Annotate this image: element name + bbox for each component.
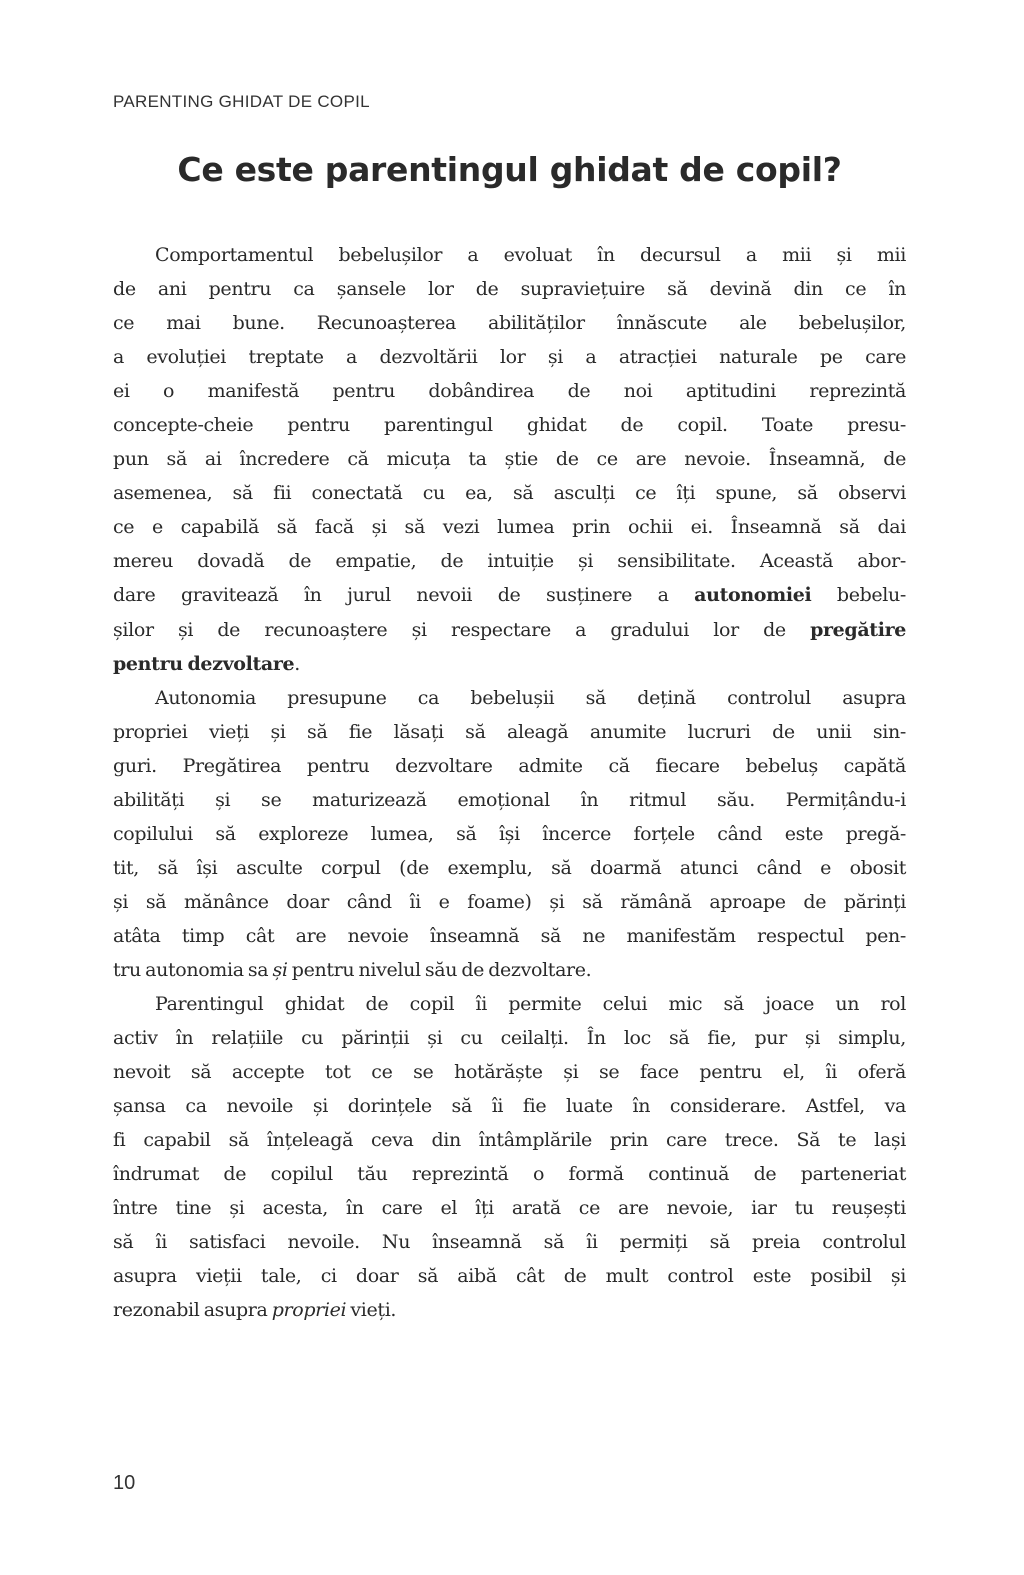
text-line [113,783,906,817]
text-line [113,306,906,340]
page-number: 10 [113,1472,136,1494]
text-line [113,1259,906,1293]
text-segment: activ în relațiile cu părinții și cu ceilalți. În loc să fie, pur și simplu, [113,1027,906,1050]
text-segment: și să mănânce doar când îi e foame) și să rămână aproape de părinți [113,890,906,913]
text-segment: Parentingul ghidat de copil îi permite celui mic să joace un rol [155,993,906,1016]
body-text [113,238,906,1328]
text-segment: rezonabil asupra [113,1299,272,1322]
page-title: Ce este parentingul ghidat de copil? [177,150,842,189]
text-line [113,510,906,544]
text-line [113,340,906,374]
text-segment: Autonomia presupune ca bebelușii să dețină controlul asupra [155,686,906,709]
text-line [113,715,906,749]
bold-text: autonomiei [694,584,812,607]
text-segment: a evoluției treptate a dezvoltării lor și a atracției naturale pe care [113,346,906,369]
text-segment: propriei vieți și să fie lăsați să aleagă anumite lucruri de unii sin- [113,720,906,743]
text-line [113,1191,906,1225]
text-segment: șansa ca nevoile și dorințele să îi fie luate în considerare. Astfel, va [113,1095,906,1118]
text-line [113,272,906,306]
text-segment: copilului să exploreze lumea, să își încerce forțele când este pregă- [113,822,906,845]
text-segment: abilități și se maturizează emoțional în ritmul său. Permițându-i [113,788,906,811]
text-segment: concepte-cheie pentru parentingul ghidat de copil. Toate presu- [113,414,906,437]
text-segment: îndrumat de copilul tău reprezintă o formă continuă de parteneriat [113,1163,906,1186]
text-segment: tru autonomia sa [113,958,273,981]
text-segment: asupra vieții tale, ci doar să aibă cât de mult control este posibil și [113,1265,906,1288]
text-line [113,817,906,851]
text-line [113,953,906,987]
text-line [113,1089,906,1123]
text-line [113,681,906,715]
text-segment: guri. Pregătirea pentru dezvoltare admite că fiecare bebeluș capătă [113,754,906,777]
text-segment: asemenea, să fii conectată cu ea, să asculți ce îți spune, să observi [113,482,906,505]
text-segment: nevoit să accepte tot ce se hotărăște și se face pentru el, îi oferă [113,1061,906,1084]
paragraph [113,238,906,681]
text-line [113,1225,906,1259]
text-line [113,408,906,442]
running-head: PARENTING GHIDAT DE COPIL [113,92,370,111]
bold-text: pentru dezvoltare [113,652,295,675]
text-segment: ce e capabilă să facă și să vezi lumea prin ochii ei. Înseamnă să dai [113,516,906,539]
text-line [113,1293,906,1327]
text-line [113,919,906,953]
text-line [113,851,906,885]
text-segment: Comportamentul bebelușilor a evoluat în decursul a mii și mii [155,244,906,266]
text-line [113,578,906,612]
text-line [113,885,906,919]
paragraph [113,681,906,987]
text-line [113,749,906,783]
text-segment: mereu dovadă de empatie, de intuiție și sensibilitate. Această abor- [113,550,906,573]
text-segment: fi capabil să înțeleagă ceva din întâmplările prin care trece. Să te lași [113,1129,906,1152]
text-segment: bebelu- [811,584,906,607]
text-line [113,1157,906,1191]
text-segment: ce mai bune. Recunoașterea abilităților înnăscute ale bebelușilor, [113,312,906,335]
text-segment: dare gravitează în jurul nevoii de susținere a [113,584,695,607]
text-line [113,442,906,476]
italic-text: propriei [271,1299,347,1322]
text-line [113,476,906,510]
text-line [113,1123,906,1157]
text-line [113,1021,906,1055]
text-line [113,374,906,408]
text-segment: . [294,652,300,675]
text-segment: tit, să își asculte corpul (de exemplu, să doarmă atunci când e obosit [113,856,906,879]
text-line [113,1055,906,1089]
text-segment: atâta timp cât are nevoie înseamnă să ne manifestăm respectul pen- [113,924,906,947]
text-segment: între tine și acesta, în care el îți arată ce are nevoie, iar tu reușești [113,1197,906,1220]
text-line [113,987,906,1021]
text-line [113,544,906,578]
text-segment: de ani pentru ca șansele lor de supraviețuire să devină din ce în [113,278,906,301]
paragraph [113,987,906,1327]
text-segment: pentru nivelul său de dezvoltare. [287,958,592,981]
text-segment: să îi satisfaci nevoile. Nu înseamnă să îi permiți să preia controlul [113,1231,906,1254]
text-segment: ei o manifestă pentru dobândirea de noi aptitudini reprezintă [113,380,906,403]
text-segment: pun să ai încredere că micuța ta știe de ce are nevoie. Înseamnă, de [113,448,906,471]
text-line [113,613,906,647]
text-line [113,647,906,681]
bold-text: pregătire [810,618,906,641]
text-segment: vieți. [346,1299,397,1322]
text-segment: șilor și de recunoaștere și respectare a gradului lor de [113,618,811,641]
italic-text: și [272,958,288,981]
text-line [113,238,906,272]
